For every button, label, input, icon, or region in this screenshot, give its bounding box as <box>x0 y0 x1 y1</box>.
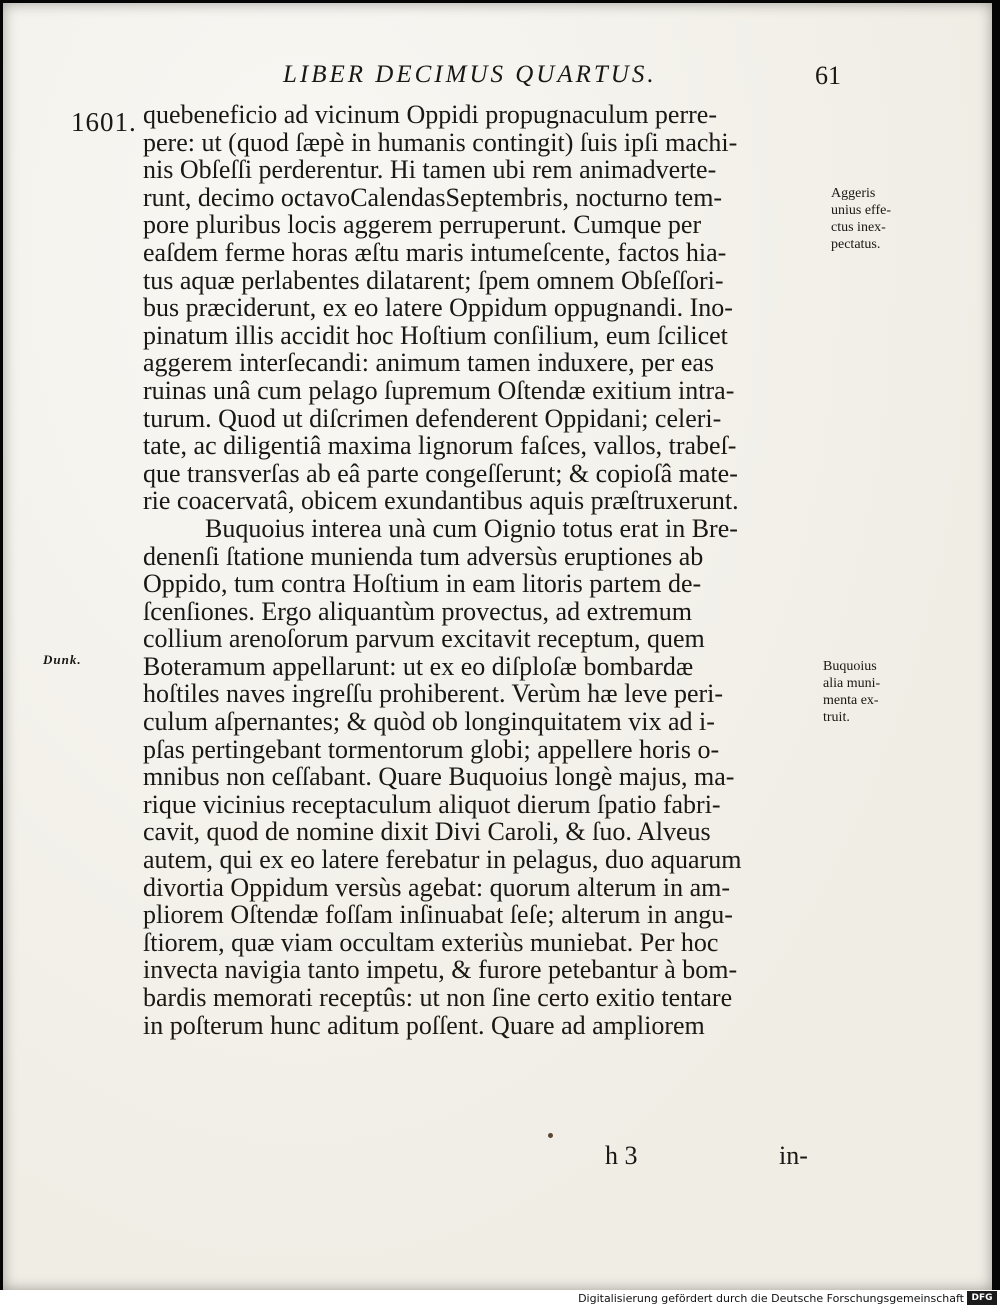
text-line: ruinas unâ cum pelago ſupremum Oſtendæ exitium intra- <box>143 375 735 405</box>
text-line: nis Obſeſſi perderentur. Hi tamen ubi rem animadverte- <box>143 155 717 185</box>
marginal-note-line: ctus inex- <box>831 220 886 235</box>
text-line: bus præciderunt, ex eo latere Oppidum oppugnandi. Ino- <box>143 293 733 323</box>
text-line: rique vicinius receptaculum aliquot dierum ſpatio fabri- <box>143 789 721 819</box>
text-line: divortia Oppidum versùs agebat: quorum alterum in am- <box>143 872 731 902</box>
paragraph-start-line: Buquoius interea unà cum Oignio totus erat in Bre- <box>205 513 738 543</box>
text-line: tate, ac diligentiâ maxima lignorum faſces, vallos, trabeſ- <box>143 431 737 461</box>
book-page <box>3 3 992 1290</box>
marginal-note-line: unius effe- <box>831 203 891 218</box>
text-line: eaſdem ferme horas æſtu maris intumeſcente, factos hia- <box>143 237 727 267</box>
text-line: denenſi ſtatione munienda tum adversùs eruptiones ab <box>143 541 704 571</box>
text-line: runt, decimo octavoCalendasSeptembris, nocturno tem- <box>143 182 723 212</box>
year-margin-note: 1601. <box>71 107 137 137</box>
text-line: bardis memorati receptûs: ut non ſine certo exitio tentare <box>143 983 733 1012</box>
marginal-note-line: truit. <box>823 710 850 725</box>
text-line: Oppido, tum contra Hoſtium in eam litoris partem de- <box>143 569 702 599</box>
text-line: tus aquæ perlabentes dilatarent; ſpem omnem Obſeſſori- <box>143 265 724 295</box>
marginal-note-dunk: Dunk. <box>43 652 82 667</box>
text-line: pſas pertingebant tormentorum globi; appellere horis o- <box>143 734 720 764</box>
digitization-footer <box>0 1290 1000 1307</box>
marginal-note-line: menta ex- <box>823 693 879 708</box>
funding-credit: Digitalisierung gefördert durch die Deutsche Forschungsgemeinschaft <box>578 1292 964 1305</box>
marginal-note-line: Aggeris <box>831 186 876 201</box>
marginal-note-buquoius <box>823 658 880 726</box>
body-text <box>143 101 833 1039</box>
text-line: ſcenſiones. Ergo aliquantùm provectus, ad extremum <box>143 596 692 626</box>
text-line: culum aſpernantes; & quòd ob longinquitatem vix ad i- <box>143 707 715 737</box>
marginal-note-line: Buquoius <box>823 659 877 674</box>
text-line: hoſtiles naves ingreſſu prohiberent. Verùm hæ leve peri- <box>143 679 724 709</box>
text-line: aggerem interſecandi: animum tamen induxere, per eas <box>143 348 715 378</box>
running-head: LIBER DECIMUS QUARTUS. <box>283 61 657 88</box>
text-line: rie coacervatâ, obicem exundantibus aquis præſtruxerunt. <box>143 486 739 516</box>
marginal-note-line: pectatus. <box>831 237 881 252</box>
text-line: Boteramum appellarunt: ut ex eo diſploſæ bombardæ <box>143 651 694 681</box>
signature-mark: h 3 <box>605 1141 638 1170</box>
text-line: pere: ut (quod ſæpè in humanis contingit) ſuis ipſi machi- <box>143 127 738 157</box>
text-line: pliorem Oſtendæ foſſam inſinuabat ſeſe; alterum in angu- <box>143 900 733 930</box>
text-line: pinatum illis accidit hoc Hoſtium conſilium, eum ſcilicet <box>143 320 728 350</box>
text-line: invecta navigia tanto impetu, & furore petebantur à bom- <box>143 955 738 985</box>
text-line: quebeneficio ad vicinum Oppidi propugnaculum perre- <box>143 100 717 129</box>
text-line: ſtiorem, quæ viam occultam exteriùs muniebat. Per hoc <box>143 927 719 957</box>
text-line: pore pluribus locis aggerem perruperunt. Cumque per <box>143 210 702 240</box>
dfg-logo: DFG <box>967 1291 997 1305</box>
catchword: in- <box>779 1141 808 1170</box>
text-line: turum. Quod ut diſcrimen defenderent Oppidani; celeri- <box>143 403 722 433</box>
text-line: in poſterum hunc aditum poſſent. Quare ad ampliorem <box>143 1010 705 1040</box>
page-number: 61 <box>815 61 841 90</box>
text-line: cavit, quod de nomine dixit Divi Caroli, & ſuo. Alveus <box>143 817 711 847</box>
text-line: autem, qui ex eo latere ferebatur in pelagus, duo aquarum <box>143 845 742 875</box>
ink-speck <box>548 1133 553 1138</box>
text-line: collium arenoſorum parvum excitavit receptum, quem <box>143 624 705 654</box>
marginal-note-aggeris <box>831 185 891 253</box>
marginal-note-line: alia muni- <box>823 676 881 691</box>
text-line: mnibus non ceſſabant. Quare Buquoius longè majus, ma- <box>143 762 735 792</box>
text-line: que transverſas ab eâ parte congeſſerunt; & copioſâ mate- <box>143 458 738 488</box>
